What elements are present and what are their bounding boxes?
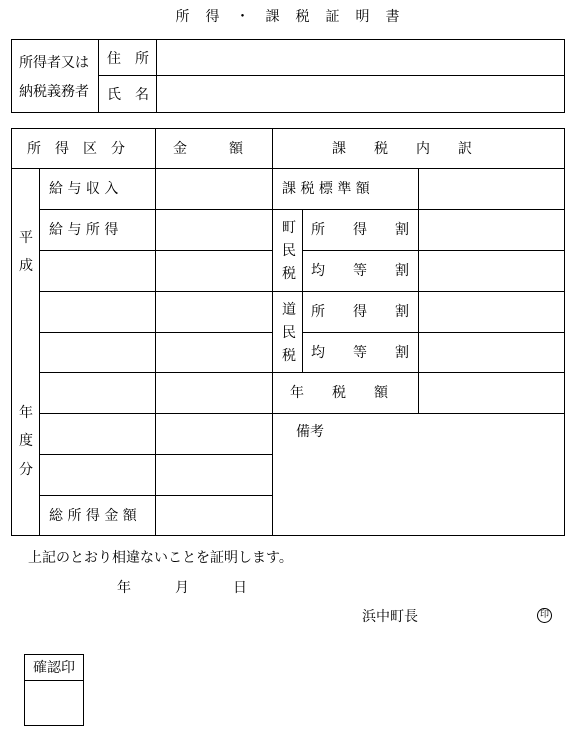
date-day-label: 日 [233, 580, 247, 596]
document-title: 所 得 ・ 課 税 証 明 書 [175, 9, 401, 25]
remarks-label: 備考 [296, 424, 324, 440]
year-char-1: 年 [19, 405, 33, 421]
seal-mark: 印 [539, 610, 549, 620]
name-label: 氏 名 [107, 87, 149, 103]
era-char-2: 成 [19, 258, 33, 274]
year-char-2: 度 [19, 433, 33, 449]
pref-income-levy-label: 所 得 割 [311, 304, 409, 320]
taxpayer-table [11, 39, 565, 113]
pref-tax-char-1: 道 [282, 302, 296, 318]
header-amount: 金 額 [173, 141, 243, 157]
era-char-1: 平 [19, 230, 33, 246]
issuer-name: 浜中町長 [362, 609, 418, 625]
town-tax-char-1: 町 [282, 220, 296, 236]
address-label: 住 所 [107, 51, 149, 67]
annual-tax-label: 年 税 額 [290, 385, 388, 401]
pref-per-capita-label: 均 等 割 [311, 345, 409, 361]
town-tax-char-2: 民 [282, 243, 296, 259]
date-year-label: 年 [117, 580, 131, 596]
tax-base-label: 課 税 標 準 額 [282, 181, 370, 197]
seal-icon [537, 608, 552, 623]
taxpayer-label-line1: 所得者又は [19, 55, 89, 71]
pref-tax-char-2: 民 [282, 325, 296, 341]
year-char-3: 分 [19, 462, 33, 478]
header-tax-breakdown: 課 税 内 訳 [332, 141, 472, 157]
town-per-capita-label: 均 等 割 [311, 263, 409, 279]
pref-tax-char-3: 税 [282, 348, 296, 364]
row-label-salary-earnings: 給 与 所 得 [49, 222, 119, 238]
certification-statement: 上記のとおり相違ないことを証明します。 [28, 550, 293, 566]
town-income-levy-label: 所 得 割 [311, 222, 409, 238]
header-income-category: 所 得 区 分 [27, 141, 125, 157]
confirmation-label: 確認印 [33, 660, 75, 676]
taxpayer-label-line2: 納税義務者 [19, 84, 89, 100]
date-month-label: 月 [175, 580, 189, 596]
row-label-total-income: 総 所 得 金 額 [49, 508, 137, 524]
row-label-salary-income: 給 与 収 入 [49, 181, 119, 197]
town-tax-char-3: 税 [282, 266, 296, 282]
